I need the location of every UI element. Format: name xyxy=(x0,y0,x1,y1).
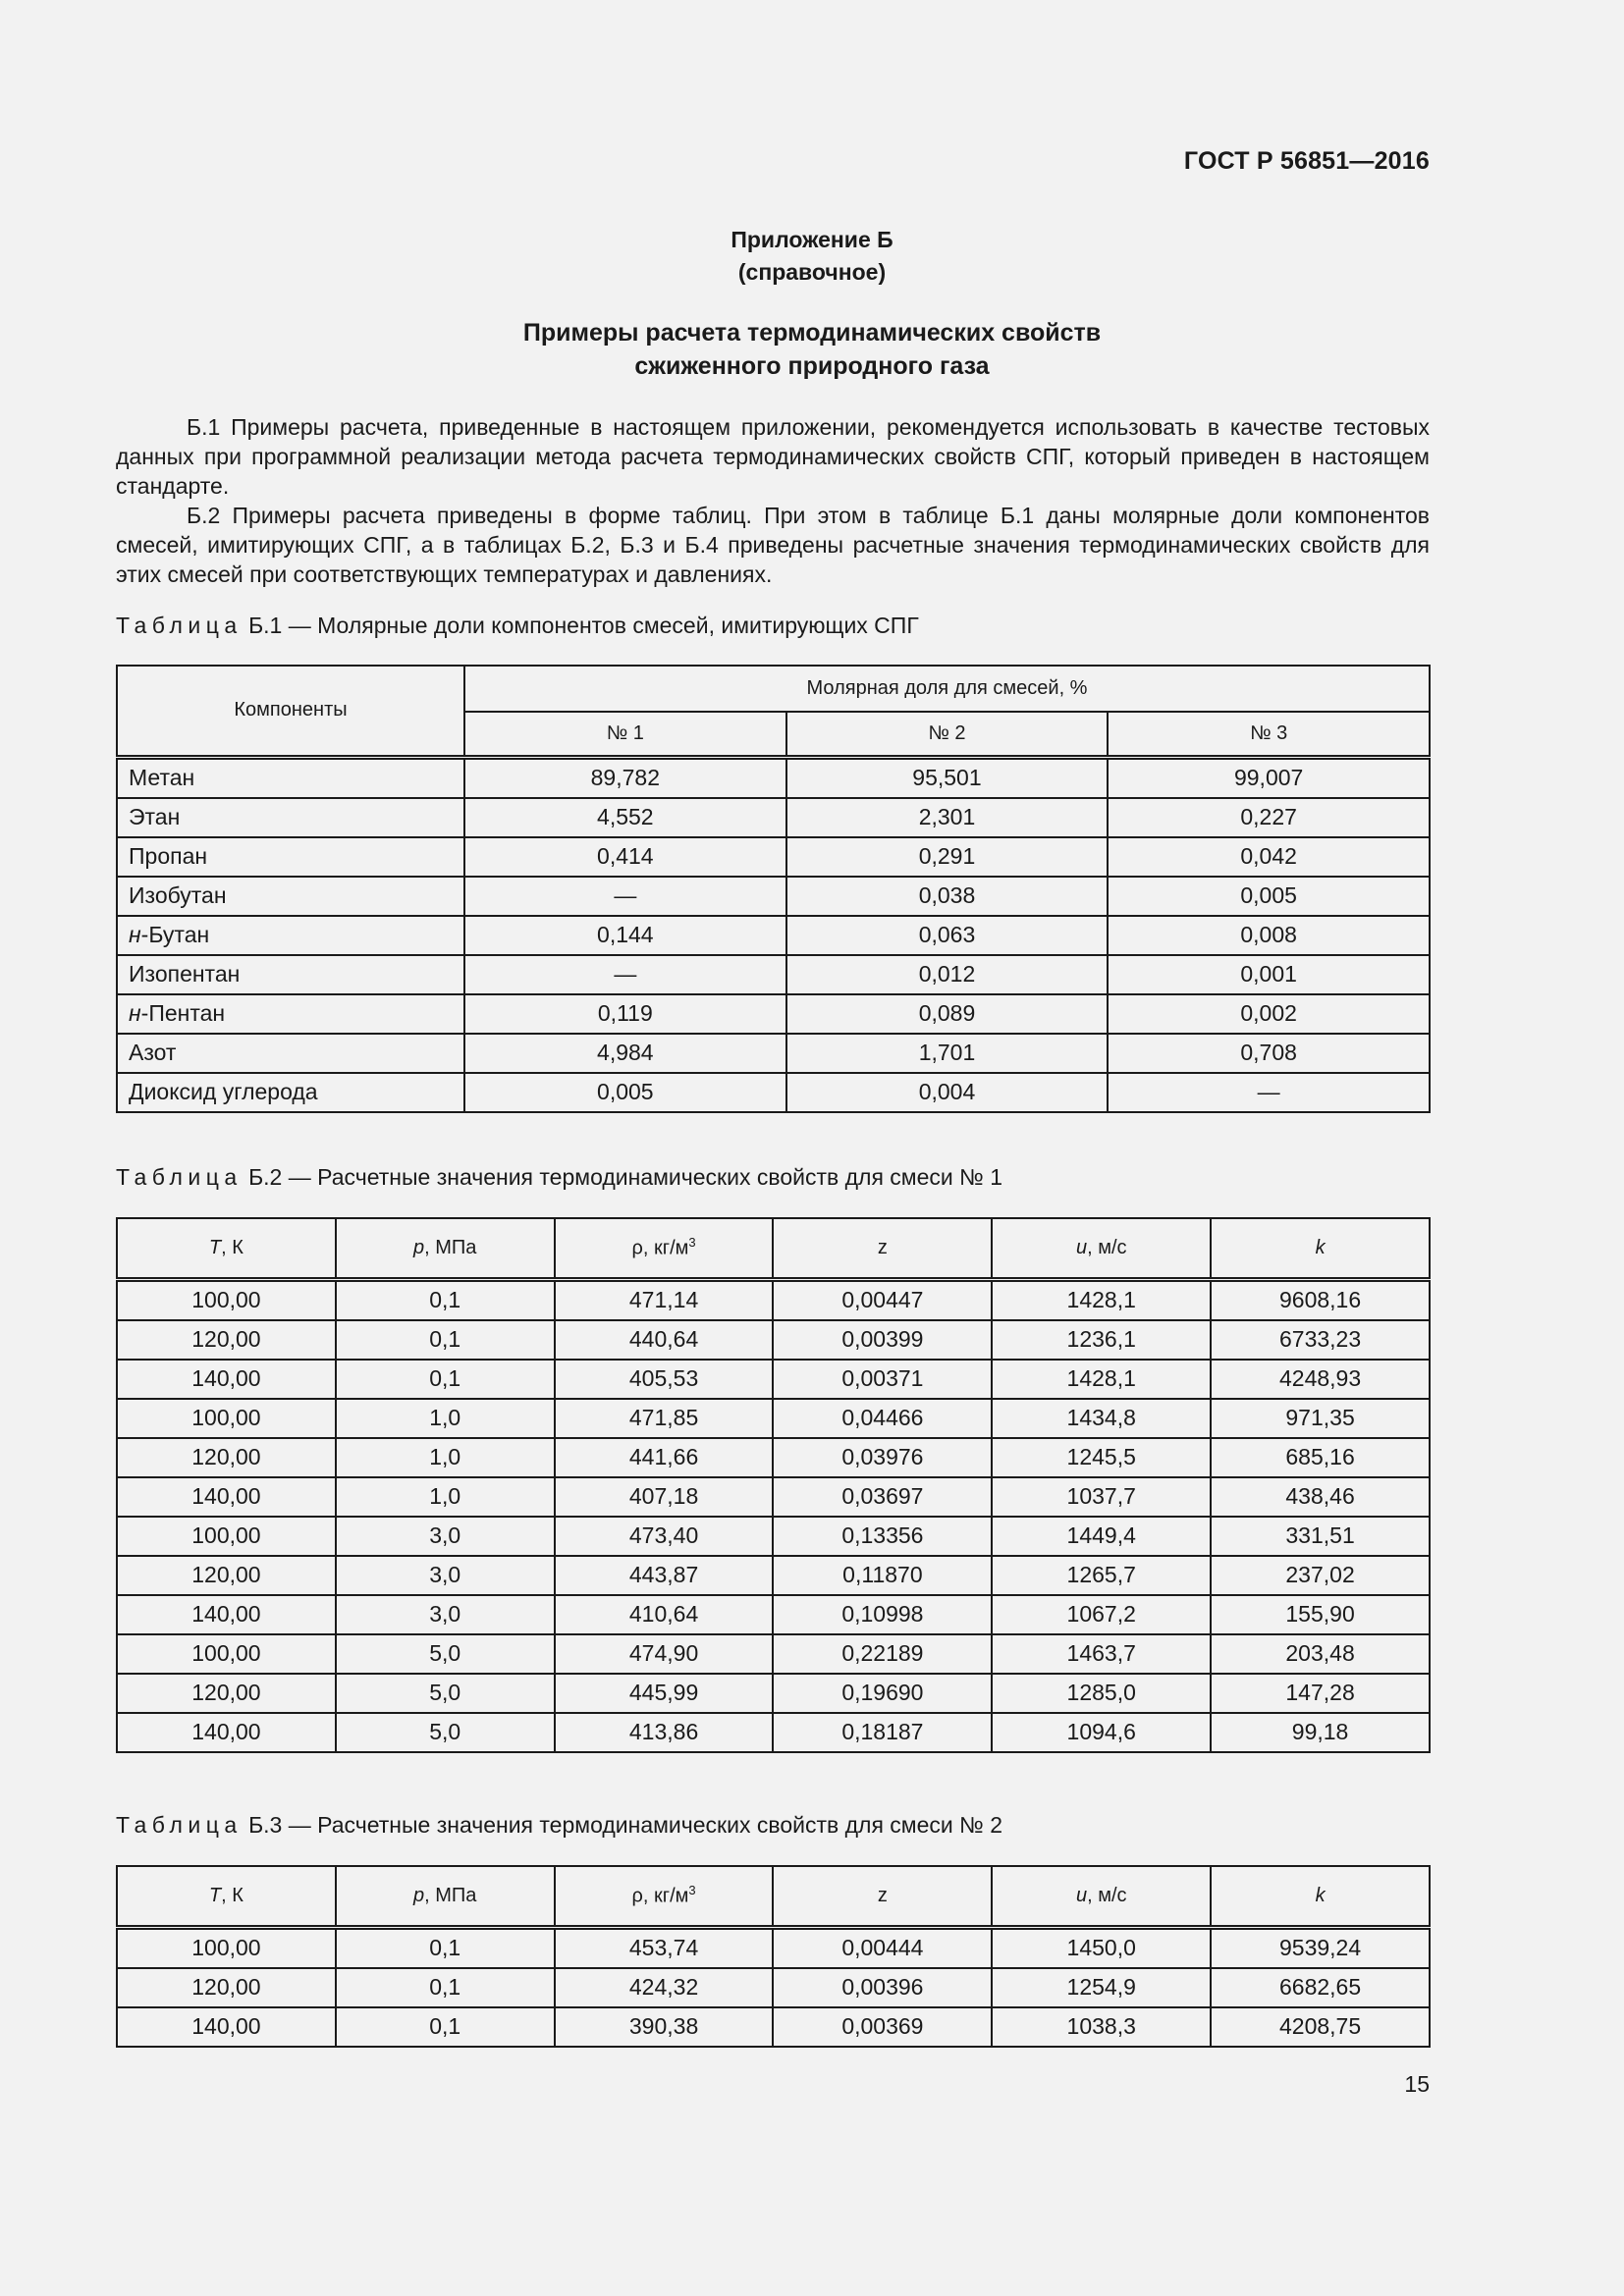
mole-fraction-cell: 4,984 xyxy=(464,1034,786,1073)
value-cell: 1285,0 xyxy=(992,1674,1211,1713)
header-symbol: k xyxy=(1315,1884,1326,1906)
value-cell: 971,35 xyxy=(1211,1399,1430,1438)
value-cell: 0,03976 xyxy=(773,1438,992,1477)
value-cell: 6682,65 xyxy=(1211,1968,1430,2007)
header-symbol: k xyxy=(1315,1236,1326,1258)
mole-fraction-cell: — xyxy=(1108,1073,1430,1112)
header-sound-speed xyxy=(992,1218,1211,1279)
value-cell: 9608,16 xyxy=(1211,1279,1430,1320)
value-cell: 0,00399 xyxy=(773,1320,992,1360)
value-cell: 1428,1 xyxy=(992,1360,1211,1399)
appendix-heading xyxy=(0,224,1624,289)
component-name xyxy=(117,916,464,955)
header-unit: , МПа xyxy=(424,1236,477,1258)
table-row xyxy=(117,837,1430,877)
table-row xyxy=(117,955,1430,994)
header-unit: , кг/м xyxy=(642,1886,689,1908)
value-cell: 3,0 xyxy=(336,1595,555,1634)
header-symbol: ρ xyxy=(631,1886,643,1908)
header-compressibility xyxy=(773,1218,992,1279)
value-cell: 0,00369 xyxy=(773,2007,992,2047)
mole-fraction-cell: 0,227 xyxy=(1108,798,1430,837)
standard-designation: ГОСТ Р 56851—2016 xyxy=(1183,147,1430,175)
value-cell: 0,1 xyxy=(336,1320,555,1360)
section-title xyxy=(0,316,1624,383)
component-name xyxy=(117,1073,464,1112)
table-row xyxy=(117,1968,1430,2007)
table-row xyxy=(117,916,1430,955)
header-symbol: z xyxy=(877,1884,888,1906)
header-temperature xyxy=(117,1218,336,1279)
value-cell: 1236,1 xyxy=(992,1320,1211,1360)
component-name xyxy=(117,955,464,994)
component-label: -Бутан xyxy=(140,922,210,947)
appendix-note: (справочное) xyxy=(737,259,887,285)
table-b2 xyxy=(116,1217,1431,1753)
component-prefix: н xyxy=(129,1000,141,1026)
header-symbol: u xyxy=(1075,1236,1088,1258)
value-cell: 473,40 xyxy=(555,1517,774,1556)
value-cell: 0,00371 xyxy=(773,1360,992,1399)
value-cell: 140,00 xyxy=(117,1477,336,1517)
header-unit: , К xyxy=(221,1884,244,1906)
mole-fraction-cell: 0,012 xyxy=(786,955,1109,994)
component-name xyxy=(117,837,464,877)
value-cell: 4248,93 xyxy=(1211,1360,1430,1399)
value-cell: 1038,3 xyxy=(992,2007,1211,2047)
component-label: Пропан xyxy=(129,843,208,869)
caption-text: Б.3 — Расчетные значения термодинамических свойств для смеси № 2 xyxy=(248,1812,1002,1838)
header-symbol: p xyxy=(413,1236,425,1258)
mole-fraction-cell: — xyxy=(464,877,786,916)
component-label: Этан xyxy=(129,804,181,829)
value-cell: 0,18187 xyxy=(773,1713,992,1752)
component-label: -Пентан xyxy=(140,1000,226,1026)
header-isentropic-exponent xyxy=(1211,1218,1430,1279)
mole-fraction-cell: 0,119 xyxy=(464,994,786,1034)
value-cell: 0,03697 xyxy=(773,1477,992,1517)
value-cell: 0,1 xyxy=(336,1927,555,1968)
component-label: Метан xyxy=(129,765,195,790)
table-row xyxy=(117,1399,1430,1438)
value-cell: 407,18 xyxy=(555,1477,774,1517)
value-cell: 140,00 xyxy=(117,1713,336,1752)
header-unit: , К xyxy=(221,1236,244,1258)
value-cell: 474,90 xyxy=(555,1634,774,1674)
mole-fraction-cell: 0,038 xyxy=(786,877,1109,916)
mole-fraction-cell: 0,089 xyxy=(786,994,1109,1034)
caption-text: Б.1 — Молярные доли компонентов смесей, имитирующих СПГ xyxy=(248,613,919,638)
header-symbol: T xyxy=(208,1236,222,1258)
table-row xyxy=(117,1279,1430,1320)
value-cell: 140,00 xyxy=(117,1360,336,1399)
caption-prefix: Таблица xyxy=(116,613,243,638)
header-pressure xyxy=(336,1866,555,1927)
value-cell: 0,1 xyxy=(336,2007,555,2047)
mole-fraction-cell: 99,007 xyxy=(1108,757,1430,798)
header-mix-3: № 3 xyxy=(1108,712,1430,757)
value-cell: 0,10998 xyxy=(773,1595,992,1634)
component-label: Азот xyxy=(129,1040,177,1065)
mole-fraction-cell: 95,501 xyxy=(786,757,1109,798)
header-density xyxy=(555,1218,774,1279)
value-cell: 99,18 xyxy=(1211,1713,1430,1752)
value-cell: 120,00 xyxy=(117,1674,336,1713)
mole-fraction-cell: 0,002 xyxy=(1108,994,1430,1034)
component-name xyxy=(117,798,464,837)
value-cell: 120,00 xyxy=(117,1968,336,2007)
value-cell: 390,38 xyxy=(555,2007,774,2047)
value-cell: 3,0 xyxy=(336,1517,555,1556)
value-cell: 0,22189 xyxy=(773,1634,992,1674)
caption-prefix: Таблица xyxy=(116,1812,243,1838)
paragraph: Б.1 Примеры расчета, приведенные в настоящем приложении, рекомендуется использовать в качестве тестовых данных при программной реализации метода расчета термодинамических свойств СПГ, который приведен в настоящем стандарте. xyxy=(116,414,1430,499)
mole-fraction-cell: 1,701 xyxy=(786,1034,1109,1073)
header-temperature xyxy=(117,1866,336,1927)
mole-fraction-cell: 0,005 xyxy=(1108,877,1430,916)
header-sound-speed xyxy=(992,1866,1211,1927)
table-row xyxy=(117,1073,1430,1112)
table-row xyxy=(117,798,1430,837)
table-row xyxy=(117,1674,1430,1713)
header-unit-exponent: 3 xyxy=(688,1883,696,1898)
value-cell: 1434,8 xyxy=(992,1399,1211,1438)
value-cell: 0,04466 xyxy=(773,1399,992,1438)
value-cell: 0,1 xyxy=(336,1279,555,1320)
value-cell: 0,00444 xyxy=(773,1927,992,1968)
mole-fraction-cell: 0,144 xyxy=(464,916,786,955)
value-cell: 685,16 xyxy=(1211,1438,1430,1477)
table-row xyxy=(117,1477,1430,1517)
table-row xyxy=(117,877,1430,916)
component-label: Диоксид углерода xyxy=(129,1079,318,1104)
header-density xyxy=(555,1866,774,1927)
table-row xyxy=(117,2007,1430,2047)
value-cell: 471,85 xyxy=(555,1399,774,1438)
value-cell: 453,74 xyxy=(555,1927,774,1968)
header-symbol: u xyxy=(1075,1884,1088,1906)
header-symbol: ρ xyxy=(631,1238,643,1260)
table-row xyxy=(117,1438,1430,1477)
value-cell: 331,51 xyxy=(1211,1517,1430,1556)
value-cell: 405,53 xyxy=(555,1360,774,1399)
value-cell: 4208,75 xyxy=(1211,2007,1430,2047)
value-cell: 440,64 xyxy=(555,1320,774,1360)
value-cell: 120,00 xyxy=(117,1320,336,1360)
table1-caption xyxy=(116,613,919,639)
value-cell: 1265,7 xyxy=(992,1556,1211,1595)
value-cell: 1450,0 xyxy=(992,1927,1211,1968)
value-cell: 1245,5 xyxy=(992,1438,1211,1477)
header-unit: , кг/м xyxy=(642,1238,689,1260)
table3-caption xyxy=(116,1812,1002,1839)
value-cell: 5,0 xyxy=(336,1674,555,1713)
value-cell: 9539,24 xyxy=(1211,1927,1430,1968)
value-cell: 0,00447 xyxy=(773,1279,992,1320)
table-b3 xyxy=(116,1865,1431,2048)
header-pressure xyxy=(336,1218,555,1279)
table-row xyxy=(117,1634,1430,1674)
value-cell: 147,28 xyxy=(1211,1674,1430,1713)
header-unit: , м/с xyxy=(1087,1884,1127,1906)
mole-fraction-cell: 0,063 xyxy=(786,916,1109,955)
mole-fraction-cell: 4,552 xyxy=(464,798,786,837)
value-cell: 0,1 xyxy=(336,1360,555,1399)
value-cell: 438,46 xyxy=(1211,1477,1430,1517)
mole-fraction-cell: 89,782 xyxy=(464,757,786,798)
mole-fraction-cell: 0,291 xyxy=(786,837,1109,877)
component-label: Изобутан xyxy=(129,882,227,908)
value-cell: 5,0 xyxy=(336,1713,555,1752)
table-row xyxy=(117,1595,1430,1634)
header-symbol: z xyxy=(877,1236,888,1258)
value-cell: 1428,1 xyxy=(992,1279,1211,1320)
value-cell: 1449,4 xyxy=(992,1517,1211,1556)
value-cell: 424,32 xyxy=(555,1968,774,2007)
component-label: Изопентан xyxy=(129,961,241,987)
table-row xyxy=(117,757,1430,798)
value-cell: 1463,7 xyxy=(992,1634,1211,1674)
value-cell: 0,11870 xyxy=(773,1556,992,1595)
value-cell: 203,48 xyxy=(1211,1634,1430,1674)
header-mix-1: № 1 xyxy=(464,712,786,757)
header-components: Компоненты xyxy=(117,666,464,757)
value-cell: 413,86 xyxy=(555,1713,774,1752)
value-cell: 140,00 xyxy=(117,2007,336,2047)
value-cell: 100,00 xyxy=(117,1927,336,1968)
table-row xyxy=(117,1320,1430,1360)
table-row xyxy=(117,1713,1430,1752)
value-cell: 100,00 xyxy=(117,1279,336,1320)
header-unit: , м/с xyxy=(1087,1236,1127,1258)
value-cell: 237,02 xyxy=(1211,1556,1430,1595)
value-cell: 410,64 xyxy=(555,1595,774,1634)
value-cell: 1037,7 xyxy=(992,1477,1211,1517)
component-name xyxy=(117,1034,464,1073)
value-cell: 120,00 xyxy=(117,1556,336,1595)
value-cell: 0,00396 xyxy=(773,1968,992,2007)
value-cell: 100,00 xyxy=(117,1517,336,1556)
value-cell: 0,19690 xyxy=(773,1674,992,1713)
table-b1 xyxy=(116,665,1431,1113)
table-row xyxy=(117,1517,1430,1556)
paragraph: Б.2 Примеры расчета приведены в форме таблиц. При этом в таблице Б.1 даны молярные доли компонентов смесей, имитирующих СПГ, а в таблицах Б.2, Б.3 и Б.4 приведены расчетные значения термодинамических свойств для этих смесей при соответствующих температурах и давлениях. xyxy=(116,503,1430,587)
value-cell: 1094,6 xyxy=(992,1713,1211,1752)
appendix-title: Приложение Б xyxy=(731,227,893,252)
component-name xyxy=(117,877,464,916)
header-unit-exponent: 3 xyxy=(688,1235,696,1251)
section-title-line-2: сжиженного природного газа xyxy=(634,352,990,380)
value-cell: 441,66 xyxy=(555,1438,774,1477)
mole-fraction-cell: 0,001 xyxy=(1108,955,1430,994)
mole-fraction-cell: 0,708 xyxy=(1108,1034,1430,1073)
component-name xyxy=(117,994,464,1034)
header-compressibility xyxy=(773,1866,992,1927)
value-cell: 100,00 xyxy=(117,1399,336,1438)
table-row xyxy=(117,1360,1430,1399)
header-mix-2: № 2 xyxy=(786,712,1109,757)
value-cell: 5,0 xyxy=(336,1634,555,1674)
table2-caption xyxy=(116,1164,1002,1191)
value-cell: 0,13356 xyxy=(773,1517,992,1556)
component-prefix: н xyxy=(129,922,141,947)
value-cell: 1,0 xyxy=(336,1477,555,1517)
component-name xyxy=(117,757,464,798)
table-row xyxy=(117,1034,1430,1073)
mole-fraction-cell: 0,005 xyxy=(464,1073,786,1112)
header-unit: , МПа xyxy=(424,1884,477,1906)
header-symbol: T xyxy=(208,1884,222,1906)
value-cell: 443,87 xyxy=(555,1556,774,1595)
value-cell: 1067,2 xyxy=(992,1595,1211,1634)
value-cell: 100,00 xyxy=(117,1634,336,1674)
mole-fraction-cell: 0,414 xyxy=(464,837,786,877)
table-row xyxy=(117,1556,1430,1595)
mole-fraction-cell: 0,004 xyxy=(786,1073,1109,1112)
table-row xyxy=(117,994,1430,1034)
mole-fraction-cell: 0,042 xyxy=(1108,837,1430,877)
page-number: 15 xyxy=(1404,2071,1430,2097)
value-cell: 0,1 xyxy=(336,1968,555,2007)
value-cell: 6733,23 xyxy=(1211,1320,1430,1360)
header-mole-fraction: Молярная доля для смесей, % xyxy=(464,666,1430,712)
header-isentropic-exponent xyxy=(1211,1866,1430,1927)
value-cell: 155,90 xyxy=(1211,1595,1430,1634)
value-cell: 3,0 xyxy=(336,1556,555,1595)
mole-fraction-cell: — xyxy=(464,955,786,994)
value-cell: 471,14 xyxy=(555,1279,774,1320)
value-cell: 1,0 xyxy=(336,1399,555,1438)
table-row xyxy=(117,1927,1430,1968)
value-cell: 445,99 xyxy=(555,1674,774,1713)
section-title-line-1: Примеры расчета термодинамических свойств xyxy=(522,319,1102,347)
mole-fraction-cell: 0,008 xyxy=(1108,916,1430,955)
intro-text xyxy=(116,412,1430,589)
value-cell: 1254,9 xyxy=(992,1968,1211,2007)
mole-fraction-cell: 2,301 xyxy=(786,798,1109,837)
header-symbol: p xyxy=(413,1884,425,1906)
value-cell: 1,0 xyxy=(336,1438,555,1477)
caption-prefix: Таблица xyxy=(116,1164,243,1190)
value-cell: 140,00 xyxy=(117,1595,336,1634)
caption-text: Б.2 — Расчетные значения термодинамических свойств для смеси № 1 xyxy=(248,1164,1002,1190)
value-cell: 120,00 xyxy=(117,1438,336,1477)
